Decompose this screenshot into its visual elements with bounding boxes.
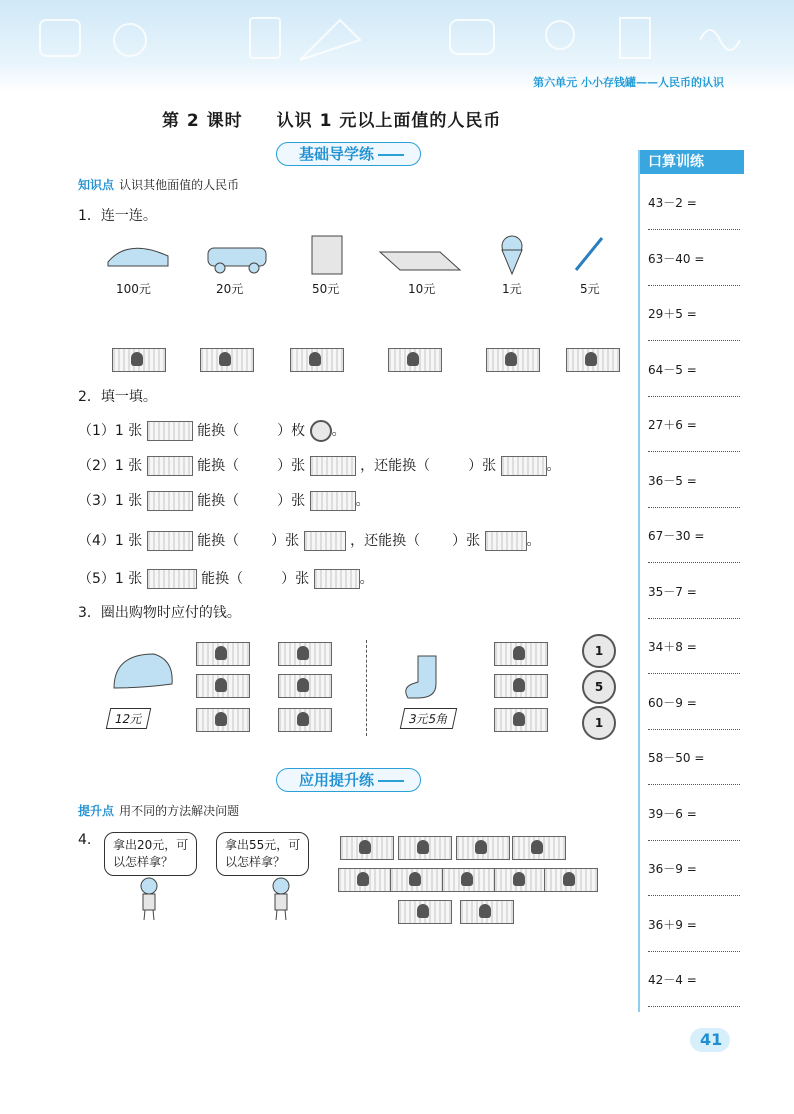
cap-icon xyxy=(106,648,176,698)
q4-bubble-right-line-1: 拿出55元，可 xyxy=(225,838,301,852)
answer-line[interactable] xyxy=(648,506,740,508)
banknote-10[interactable] xyxy=(200,348,254,372)
banknote-option[interactable] xyxy=(494,708,548,732)
answer-line[interactable] xyxy=(648,395,740,397)
banknote-icon xyxy=(147,491,193,511)
q4-bubble-left-line-2: 以怎样拿？ xyxy=(113,855,174,869)
answer-line[interactable] xyxy=(648,617,740,619)
lesson-number: 第 2 课时 xyxy=(162,111,243,131)
mental-math-equation: 67－30 = xyxy=(648,529,705,543)
q1-title: 1．连一连。 xyxy=(78,208,157,224)
q2-item-5-prefix: （5）1 张 xyxy=(78,571,143,587)
banknote-icon xyxy=(485,531,527,551)
shoes-icon xyxy=(108,248,168,266)
q2-item-4-text-a: 能换（ xyxy=(197,533,240,549)
q2-item-1-end: 。 xyxy=(331,423,346,439)
banknote-icon xyxy=(310,491,356,511)
sidebar-title: 口算训练 xyxy=(640,150,744,174)
q2-item-3-prefix: （3）1 张 xyxy=(78,493,143,509)
q3-title: 3．圈出购物时应付的钱。 xyxy=(78,605,241,621)
banknote xyxy=(456,836,510,860)
banknote-option[interactable] xyxy=(278,708,332,732)
answer-line[interactable] xyxy=(648,228,740,230)
answer-line[interactable] xyxy=(648,284,740,286)
lesson-title xyxy=(162,106,501,131)
coin-icon xyxy=(310,420,332,442)
section-apply-text: 应用提升练 xyxy=(299,771,375,789)
banknote xyxy=(544,868,598,892)
q2-item-4 xyxy=(78,530,541,551)
q4-bubble-left xyxy=(104,832,197,876)
mental-math-equation: 42－4 = xyxy=(648,973,697,987)
raise-tag: 提升点 xyxy=(78,804,115,818)
banknote-icon xyxy=(147,421,193,441)
mental-math-equation: 36－5 = xyxy=(648,473,697,488)
q2-item-4-end: 。 xyxy=(526,533,541,549)
page-number: 41 xyxy=(700,1030,723,1049)
q1-price-6: 5元 xyxy=(580,282,600,296)
answer-line[interactable] xyxy=(648,728,740,730)
ice-cream-icon xyxy=(502,236,522,274)
banknote-option[interactable] xyxy=(278,674,332,698)
q2-item-1-prefix: （1）1 张 xyxy=(78,423,143,439)
banknote-option[interactable] xyxy=(196,642,250,666)
unit-title: 第六单元 小小存钱罐——人民币的认识 xyxy=(533,76,724,89)
q4-number: 4. xyxy=(78,832,92,848)
coin-option[interactable]: 5 xyxy=(582,670,616,704)
calculator-icon xyxy=(312,236,342,274)
q1-price-5: 1元 xyxy=(502,282,522,296)
mental-math-equation: 64－5 = xyxy=(648,362,697,377)
mental-math-equation: 36－9 = xyxy=(648,862,697,876)
q2-title: 2．填一填。 xyxy=(78,389,157,405)
banknote xyxy=(398,900,452,924)
q4-bubble-right xyxy=(216,832,309,876)
q2-item-3-text-b: ）张 xyxy=(277,493,306,509)
q2-item-1-text-a: 能换（ xyxy=(197,423,240,439)
q2-item-3-text-a: 能换（ xyxy=(197,493,240,509)
answer-line[interactable] xyxy=(648,1005,740,1007)
mental-math-equation: 63－40 = xyxy=(648,251,705,266)
banknote-20[interactable] xyxy=(112,348,166,372)
banknote-icon xyxy=(147,531,193,551)
coin-option[interactable]: 1 xyxy=(582,634,616,668)
q4-bubble-left-line-1: 拿出20元，可 xyxy=(113,838,189,852)
q2-item-2-prefix: （2）1 张 xyxy=(78,458,143,474)
q2-item-2-text-c: ，还能换（ xyxy=(360,458,431,474)
answer-line[interactable] xyxy=(648,339,740,341)
toy-car-icon xyxy=(208,248,266,273)
banknote xyxy=(340,836,394,860)
knowledge-tag: 知识点 xyxy=(78,178,115,192)
q2-item-2-text-b: ）张 xyxy=(277,458,306,474)
q2-item-5 xyxy=(78,568,374,589)
q1-price-2: 20元 xyxy=(216,282,244,296)
mental-math-equation: 39－6 = xyxy=(648,806,697,821)
banknote-option[interactable] xyxy=(278,642,332,666)
banknote-1[interactable] xyxy=(486,348,540,372)
q2-item-5-end: 。 xyxy=(359,571,374,587)
banknote-option[interactable] xyxy=(494,642,548,666)
banknote-icon xyxy=(310,456,356,476)
q2-item-2-text-d: ）张 xyxy=(468,458,497,474)
q1-price-1: 100元 xyxy=(116,282,151,296)
raise-text: 用不同的方法解决问题 xyxy=(119,804,240,818)
answer-line[interactable] xyxy=(648,894,740,896)
knowledge-text: 认识其他面值的人民币 xyxy=(119,178,240,192)
banknote xyxy=(494,868,548,892)
q1-price-4: 10元 xyxy=(408,282,436,296)
child-figure-icon xyxy=(134,876,164,922)
q2-item-1 xyxy=(78,420,346,442)
sock-icon xyxy=(402,652,452,702)
q3-price-left: 12元 xyxy=(106,708,152,729)
knowledge-point xyxy=(78,174,239,193)
banknote xyxy=(460,900,514,924)
banknote-option[interactable] xyxy=(494,674,548,698)
answer-line[interactable] xyxy=(648,450,740,452)
answer-line[interactable] xyxy=(648,839,740,841)
banknote xyxy=(512,836,566,860)
q2-item-5-text-a: 能换（ xyxy=(201,571,244,587)
coin-option[interactable]: 1 xyxy=(582,706,616,740)
banknote xyxy=(442,868,496,892)
q2-item-4-text-c: ，还能换（ xyxy=(350,533,421,549)
banknote-icon xyxy=(314,569,360,589)
banknote-icon xyxy=(147,456,193,476)
banknote-option[interactable] xyxy=(196,708,250,732)
section-basic-label xyxy=(276,142,421,166)
q2-item-1-text-b: ）枚 xyxy=(277,423,306,439)
lesson-name: 认识 1 元以上面值的人民币 xyxy=(276,111,502,131)
banknote xyxy=(398,836,452,860)
answer-line[interactable] xyxy=(648,950,740,952)
q2-item-2-end: 。 xyxy=(546,458,561,474)
banknote xyxy=(338,868,392,892)
answer-line[interactable] xyxy=(648,783,740,785)
q2-item-5-text-b: ）张 xyxy=(281,571,310,587)
answer-line[interactable] xyxy=(648,561,740,563)
q1-price-3: 50元 xyxy=(312,282,340,296)
banknote xyxy=(390,868,444,892)
q2-item-4-text-b: ）张 xyxy=(271,533,300,549)
banknote-100[interactable] xyxy=(290,348,344,372)
q3-divider xyxy=(366,640,367,736)
banknote-option[interactable] xyxy=(196,674,250,698)
q4-bubble-right-line-2: 以怎样拿？ xyxy=(225,855,286,869)
mental-math-equation: 43－2 = xyxy=(648,196,697,210)
q1-items-illustrations xyxy=(104,232,624,276)
q3-price-right: 3元5角 xyxy=(400,708,458,729)
sidebar-border xyxy=(638,150,640,1012)
q2-item-2-text-a: 能换（ xyxy=(197,458,240,474)
mental-math-equation: 27＋6 = xyxy=(648,418,697,432)
banknote-icon xyxy=(304,531,346,551)
q2-item-2 xyxy=(78,455,561,476)
mental-math-equation: 35－7 = xyxy=(648,584,697,599)
q2-item-3 xyxy=(78,490,370,511)
raise-point xyxy=(78,800,239,819)
q2-item-4-text-d: ）张 xyxy=(452,533,481,549)
banknote-icon xyxy=(501,456,547,476)
banknote-50[interactable] xyxy=(388,348,442,372)
answer-line[interactable] xyxy=(648,672,740,674)
section-apply-label xyxy=(276,768,421,792)
mental-math-equation: 29＋5 = xyxy=(648,307,697,321)
pen-icon xyxy=(576,238,602,270)
pencil-case-icon xyxy=(380,252,460,270)
mental-math-equation: 34＋8 = xyxy=(648,640,697,654)
banknote-5[interactable] xyxy=(566,348,620,372)
child-figure-icon xyxy=(266,876,296,922)
section-basic-text: 基础导学练 xyxy=(299,145,375,163)
mental-math-equation: 58－50 = xyxy=(648,751,705,765)
mental-math-equation: 60－9 = xyxy=(648,695,697,710)
banknote-icon xyxy=(147,569,197,589)
q2-item-3-end: 。 xyxy=(355,493,370,509)
mental-math-equation: 36＋9 = xyxy=(648,917,697,932)
q2-item-4-prefix: （4）1 张 xyxy=(78,533,143,549)
